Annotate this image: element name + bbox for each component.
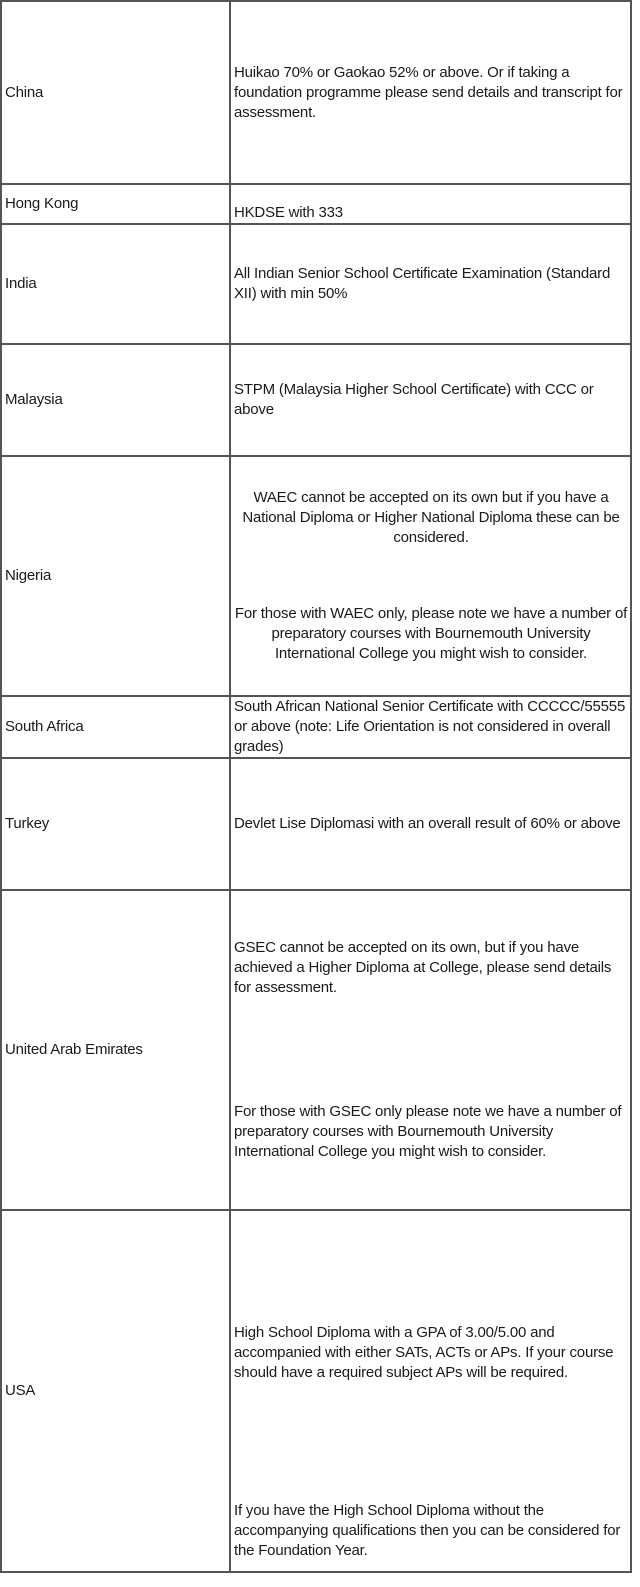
requirement-text: Devlet Lise Diplomasi with an overall result of 60% or above bbox=[234, 815, 621, 832]
country-name: China bbox=[1, 1, 230, 184]
country-name: Turkey bbox=[1, 758, 230, 890]
paragraph-gap bbox=[234, 998, 628, 1102]
requirement-cell bbox=[230, 696, 631, 758]
table-row bbox=[1, 224, 631, 344]
paragraph-gap bbox=[234, 1383, 628, 1501]
requirement-cell bbox=[230, 758, 631, 890]
requirement-text: STPM (Malaysia Higher School Certificate) with CCC or above bbox=[234, 381, 594, 418]
table-row bbox=[1, 758, 631, 890]
requirement-text: South African National Senior Certificate with CCCCC/55555 or above (note: Life Orientation is not considered in overall grades) bbox=[234, 698, 626, 755]
country-name: South Africa bbox=[1, 696, 230, 758]
table-row bbox=[1, 344, 631, 456]
country-name: USA bbox=[1, 1210, 230, 1572]
country-name: United Arab Emirates bbox=[1, 890, 230, 1210]
table-row bbox=[1, 1, 631, 184]
requirement-text: High School Diploma with a GPA of 3.00/5.00 and accompanied with either SATs, ACTs or APs. If your course should have a required subject APs will be required. bbox=[234, 1324, 614, 1381]
requirement-text: HKDSE with 333 bbox=[234, 204, 343, 221]
requirement-text: WAEC cannot be accepted on its own but if you have a National Diploma or Higher National Diploma these can be considered. bbox=[242, 489, 620, 546]
requirement-text: For those with WAEC only, please note we have a number of preparatory courses with Bournemouth University International College you might wish to consider. bbox=[234, 605, 628, 662]
table-row bbox=[1, 456, 631, 696]
requirement-cell bbox=[230, 184, 631, 224]
table-row bbox=[1, 696, 631, 758]
requirement-text: GSEC cannot be accepted on its own, but if you have achieved a Higher Diploma at College, please send details for assessment. bbox=[234, 939, 612, 996]
paragraph-gap bbox=[234, 548, 628, 604]
requirement-cell bbox=[230, 1, 631, 184]
country-name: Nigeria bbox=[1, 456, 230, 696]
table-row bbox=[1, 1210, 631, 1572]
requirement-cell bbox=[230, 890, 631, 1210]
requirement-text: Huikao 70% or Gaokao 52% or above. Or if taking a foundation programme please send details and transcript for assessment. bbox=[234, 63, 623, 121]
requirement-text: All Indian Senior School Certificate Examination (Standard XII) with min 50% bbox=[234, 265, 611, 302]
table-row bbox=[1, 184, 631, 224]
country-name: India bbox=[1, 224, 230, 344]
requirement-text: For those with GSEC only please note we have a number of preparatory courses with Bournemouth University International College you might wish to consider. bbox=[234, 1103, 622, 1160]
requirement-cell bbox=[230, 456, 631, 696]
requirement-cell bbox=[230, 224, 631, 344]
table-row bbox=[1, 890, 631, 1210]
requirement-text: If you have the High School Diploma without the accompanying qualifications then you can be considered for the Foundation Year. bbox=[234, 1502, 621, 1559]
country-name: Hong Kong bbox=[1, 184, 230, 224]
country-name: Malaysia bbox=[1, 344, 230, 456]
requirement-cell bbox=[230, 344, 631, 456]
requirement-cell bbox=[230, 1210, 631, 1572]
